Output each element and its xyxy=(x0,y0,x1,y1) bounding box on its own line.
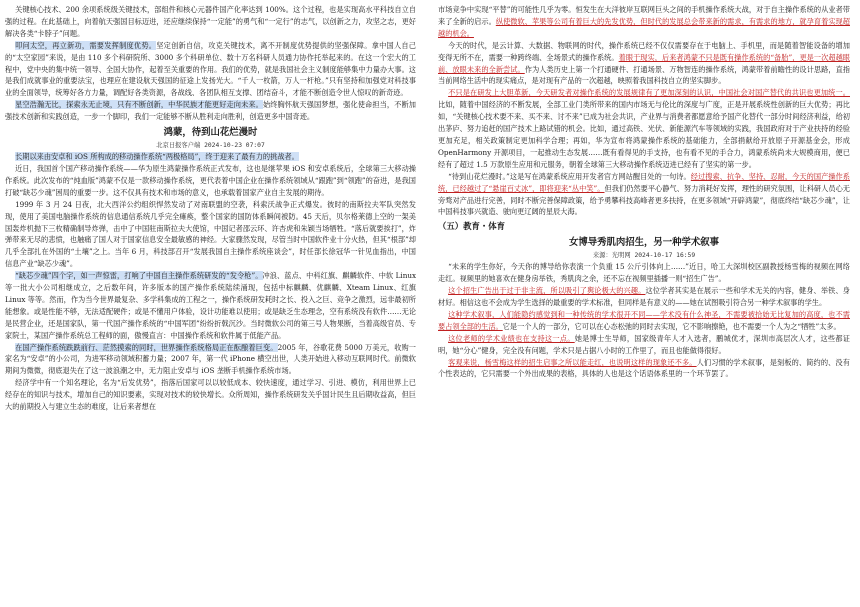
paragraph-text: 人们习惯的学术叙事，是刻板的、简约的、没有个性表达的，它只需要一个外出成果的表格，具体的人也是这个话语体系里的一个环节罢了。 xyxy=(438,357,850,379)
emphasized-text: 经过搜索、抗争、坚持、忍耐，今天的国产操作系统，已经越过了“悬崖百丈冰”，即将迎来“丛中笑”。 xyxy=(438,171,850,193)
paragraph-text: 关键核心技术、200 余项系统级关键技术，部组件和核心元器件国产化率达到 100%。这个过程，也是实现高水平科技自立自强的过程。在此基础上，向着航天强国目标迈进，还应继续保持“一定能”的勇气和“一定行”的志气，以创新之力，攻坚之志，更好解决各类“卡脖子”问题。 xyxy=(5,5,416,38)
right-column xyxy=(438,4,850,604)
paragraph-text: 比如，随着中国经济的不断发展，全部工业门类所带来的国内市场无与伦比的深度与广度，正是开展系统性创新的巨大优势；再比如，“关键核心技术要不来、买不来、讨不来”已成为社会共识，产业界与消费者都愿意给予国产化替代一部分时间经济利益，给初出茅庐、努力追赶的国产技术上路试错的机会。比如，通过高铁、光伏、新能源汽车等领域的实践，我国政府对于产业扶持的经验更加充足，相关政策制定更加科学合理；再如，华为宣布将鸿蒙操作系统的基础能力，全部捐献给开放原子开源基金会，形成 OpenHarmony 开源项目，一起推动生态发展……既有看得见的手支持，也有看不见的手合力，鸿蒙系统尚未大规模商用，便已经有了超过 1.5 万款原生应用和元服务，朝着全球第三大移动操作系统迈进已经有了坚实的第一步。 xyxy=(438,100,850,169)
paragraph-text: 始终胸怀航天强国梦想，强化使命担当，不断加强技术创新和实践创造，一步一个脚印，我们一定能够不断从胜利走向胜利，创造更多中国奇迹。 xyxy=(5,100,416,122)
paragraph xyxy=(438,309,850,333)
paragraph-text: 这位学者其实是在展示一些和学术无关的内容，健身、举铁、身材好。相信这也不会成为学生选择的最重要的学术标准，但同样是有意义的——她在试图吸引符合另一种学术叙事的学生。 xyxy=(438,286,850,308)
emphasized-text: 这位老师的学术业绩也在支持这一点。 xyxy=(448,333,575,343)
article-source: 北京日报客户端 2024-10-23 07:07 xyxy=(156,142,265,150)
paragraph-text: 她是博士生导师，国家级青年人才入选者，鹏城优才，深圳市高层次人才，这些都证明，她“分心”健身，完全没有问题，学术只是占据八小时的工作里了，而且也能做得很好。 xyxy=(438,333,850,355)
paragraph xyxy=(5,163,416,199)
paragraph-text: 2005 年，谷歌花费 5000 万美元，收购一家名为“安卓”的小公司，为进军移动领域积蓄力量；2007 年，第一代 iPhone 横空出世，人类开始进入移动互联网时代。前微软期间为微微，彻底退失在了这一波浪潮之中，无力阻止安卓与 iOS 垄断手机操作系统市场。 xyxy=(5,342,416,376)
paragraph-text: “未来的学生你好，今天你的博导给你表演一个负重 15 公斤引体向上……”近日，哈工大深圳校区副教授杨雪梅的视频在网络走红。视频里的她喜欢在健身房举铁，秀肌肉之余，还不忘在视频里插播一则“招生广告”。 xyxy=(438,262,850,284)
paragraph xyxy=(5,99,416,123)
highlighted-text: 在国产操作系统跌跌前行、茫然摸索的同时，世界操作系统格局正在酝酿着巨变。 xyxy=(15,342,278,352)
paragraph-text: 作为人类历史上第一个打通硬件、打通场景、万物智连的操作系统，鸿蒙带着前瞻性的设计思路，直指当前网络生活中的现实痛点，是对现有产品的一次超越，映照着我国科技自立的坚实脚步。 xyxy=(438,64,850,86)
paragraph xyxy=(5,270,416,341)
paragraph xyxy=(438,171,850,219)
paragraph-text: “待到山花烂漫时。”这是写在鸿蒙系统应用开发者官方网站醒目处的一句诗。 xyxy=(448,171,691,181)
paragraph xyxy=(438,333,850,357)
paragraph-text: 但我们仍然要平心静气、努力消耗好发挥，理性的研究氛围，让科研人员心无旁骛对产品进行完善，同时不断完善保障政策，给予勇攀科技高峰者更多扶持，在更多领域“开辟鸿蒙”，彻底终结“缺芯少魂”，让中国科技事兴就造、驶向更辽阔的星辰大海。 xyxy=(438,183,850,217)
section-heading: （五）教育・体育 xyxy=(438,221,505,232)
paragraph-text: 市场竞争中实现“平替”的可能性几乎为零。恒发生在大洋彼岸互联网巨头之间的手机操作系统大战，对于自主操作系统的从业者带来了全新的启示。 xyxy=(438,5,850,26)
paragraph xyxy=(438,357,850,381)
article-title: 鸿蒙，待到山花烂漫时 xyxy=(163,127,258,139)
paragraph-text: 1999 年 3 月 24 日夜，北大西洋公约组织悍然发动了对南联盟的空袭，科索沃战争正式爆发。彼时的南斯拉夫军队突然发现，使用了美国电脑操作系统的信息通信系统几乎完全瘫痪，整个国家的国防体系瞬间被防。45 天后，贝尔格莱德上空的一架美国轰炸机抛下三枚精确制导炸弹，击中了中国驻南斯拉夫大使馆，中国记者邵云环、许杏虎和朱颖当场牺牲。“落后就要挨打”，炸弹带来无尽的悲愤，也触痛了国人对于国家信息安全最敏感的神经。大家骤然发现，尽管当时中国软件业十分火热，但其“根部”却几乎全部扎在外国的“土壤”之上。当年 6 月，科技部召开“发展我国自主操作系统座谈会”，时任部长徐冠华一针见血指出，中国信息产业“缺芯少魂”。 xyxy=(5,199,416,269)
paragraph xyxy=(438,285,850,309)
paragraph-text: 冲浪、蓝点、中科红旗、麒麟软件、中软 Linux 等一批大小公司相继成立，之后数年间，许多版本的国产操作系统陆续涌现，包括中标麒麟、优麒麟、Xteam Linux、红旗 Linux 等等。然而，作为当今世界最复杂、多学科集成的工程之一，操作系统研发耗时之长、投入之巨、竞争之激烈，远非最初所能想象。或是性能不够，无法适配硬件；或是不懂用户体验，设计功能难以使用；或是缺乏生态理念，空有系统没有软件……无论是民营企业，还是国家队，第一代国产操作系统的“中国军团”纷纷折戟沉沙。当时微软公司的第三号人物果断，当着高级官员、专家院士，某国产操作系统总工程师的面，傲慢直言：中国操作系统和软件属于低能产品。 xyxy=(5,271,416,340)
paragraph xyxy=(438,87,850,170)
article-title: 女博导秀肌肉招生，另一种学术叙事 xyxy=(568,237,719,249)
paragraph-text: 经济学中有一个知名理论，名为“后发优势”，指落后国家可以以较低成本、较快速度，通过学习、引进、模仿，利用世界上已经存在的知识与技术，增加自己的知识要素，实现对技术的较快增长。众所周知，操作系统研发关乎国计民生且后期收益高，但巨大的前期投入与建立生态的难度，让后来者想在 xyxy=(5,378,416,412)
highlighted-text: 星空浩瀚无比，探索永无止境，只有不断创新，中华民族才能更好走向未来。 xyxy=(15,100,263,110)
emphasized-text: 客观来说，杨雪梅这样的招生启事之所以能走红，也说明这样的现象还不多。 xyxy=(448,357,697,367)
paragraph xyxy=(5,4,416,40)
emphasized-text: 不只是在研发上大胆革新，今天研发者对操作系统的发展规律有了更加深刻的认识，中国社会对国产替代的共识也更加统一。 xyxy=(448,88,850,98)
paragraph-text: 今天的时代，是云计算、大数据、物联网的时代，操作系统已经不仅仅需要存在于电脑上、手机里，而是随着智能设备的增加变得无所不在，需要一种跨终端、全场景式的操作系统。 xyxy=(438,40,850,62)
highlighted-text: “缺芯少魂”四个字，如一声惊雷，打响了中国自主操作系统研发的“发令枪”。 xyxy=(15,271,263,281)
paragraph xyxy=(5,40,416,100)
left-column xyxy=(5,4,416,604)
emphasized-text: 这个招生广告出于过于非主流，所以吸引了舆论极大的兴趣。 xyxy=(448,286,646,296)
paragraph xyxy=(5,151,416,163)
paragraph-text: 近日，我国首个国产移动操作系统——华为原生鸿蒙操作系统正式发布，这也是继苹果 iOS 和安卓系统后，全球第三大移动操作系统。此次发布的“纯血版”鸿蒙不仅是一款移动操作系统，更代表着中国企业在操作系统领域从“跟跑”到“领跑”的奋进，是我国打破“缺芯少魂”困局的重要一步。这不仅具有技术和市场的意义，也承载着国家产业自主发展的期待。 xyxy=(5,163,416,197)
paragraph xyxy=(438,40,850,88)
emphasized-text: 纵使微软、苹果等公司有着巨大的先发优势，但时代的发展总会带来新的需求，有需求的地方，就孕育着实现超越的机会。 xyxy=(438,16,850,38)
highlighted-text: 叩问太空，再立新功，需要发挥制度优势。 xyxy=(15,40,157,50)
paragraph xyxy=(5,342,416,378)
paragraph xyxy=(438,4,850,40)
paragraph xyxy=(438,261,850,285)
paragraph-text: 坚定创新自信，攻克关键技术，离不开制度优势提供的坚强保障。拿中国人自己的“太空家园”来说，是由 110 多个科研院所、3000 多个科研单位、数十万名科研人员通力协作托举起来的。在这一个宏大的工程中，党中央的集中统一领导、全国大协作，起着至关重要的作用。我们的优势，就是我国社会主义制度能够集中力量办大事。这是我们成就事业的重要法宝，也理应在建设航天强国的征途上发扬光大。“千人一枚箭，万人一杆枪。”只有坚持和加强党对科技事业的全面领导，统筹好各方力量，调配好各类资源，各战线、各团队相互支撑、团结奋斗，才能不断创造令世人惊叹的新奇迹。 xyxy=(5,40,416,98)
article-source: 来源：光明网 2024-10-17 16:59 xyxy=(592,252,696,260)
paragraph xyxy=(5,377,416,413)
emphasized-text: 这种学术叙事，人们能隐约感觉到和一种传统的学术很开不同——学术没有什么神圣，不需要被拾始无比复加的高度，也不需要占领全部的生活。 xyxy=(438,309,850,331)
emphasized-text: 着眼于现实，后来者鸿蒙不只是既有操作系统的“备胎”，更是一次超越眼前、放眼未来的全新尝试。 xyxy=(438,52,850,74)
highlighted-text: 长期以来由安卓和 iOS 所构成的移动操作系统“两极格局”，终于迎来了最有力的挑战者。 xyxy=(15,152,299,162)
paragraph xyxy=(5,199,416,270)
paragraph-text: 它是一个人的一部分，它可以在心态松弛的同时去实现，它不影响擦艳，也不需要一个人为之“牺牲”太多。 xyxy=(502,321,841,331)
